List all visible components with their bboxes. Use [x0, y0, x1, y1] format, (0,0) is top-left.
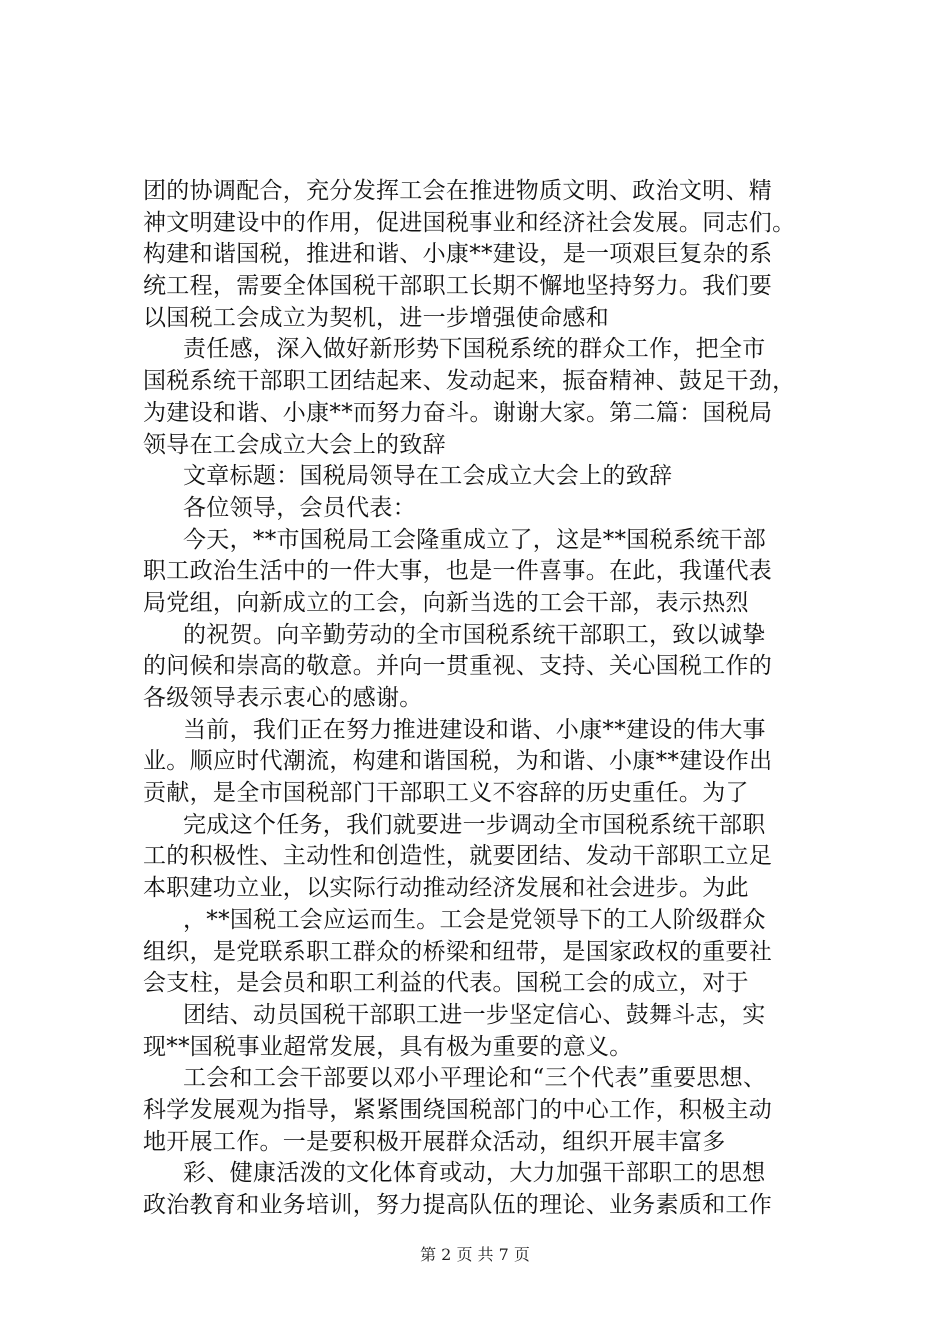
text-line: 统工程，需要全体国税干部职工长期不懈地坚持努力。我们要 — [143, 273, 773, 300]
text-line: 各级领导表示衷心的感谢。 — [143, 685, 423, 711]
text-line: 团结、动员国税干部职工进一步坚定信心、鼓舞斗志，实 — [183, 1001, 766, 1028]
text-line: 的问候和崇高的敬意。并向一贯重视、支持、关心国税工作的 — [143, 653, 773, 680]
text-line: 当前，我们正在努力推进建设和谐、小康**建设的伟大事 — [183, 716, 766, 743]
text-line: 今天，**市国税局工会隆重成立了，这是**国税系统干部 — [183, 526, 767, 553]
text-line: 责任感，深入做好新形势下国税系统的群众工作，把全市 — [183, 336, 766, 363]
text-line: 科学发展观为指导，紧紧围绕国税部门的中心工作，积极主动 — [143, 1096, 773, 1123]
text-line: 本职建功立业，以实际行动推动经济发展和社会进步。为此 — [143, 875, 749, 902]
text-line: 构建和谐国税，推进和谐、小康**建设，是一项艰巨复杂的系 — [143, 241, 773, 268]
text-line: 会支柱，是会员和职工利益的代表。国税工会的成立，对于 — [143, 970, 749, 997]
text-line: 以国税工会成立为契机，进一步增强使命感和 — [143, 304, 609, 331]
text-line: 职工政治生活中的一件大事，也是一件喜事。在此，我谨代表 — [143, 558, 773, 585]
text-line: 各位领导，会员代表： — [183, 494, 416, 521]
text-line: 文章标题：国税局领导在工会成立大会上的致辞 — [183, 463, 673, 490]
text-line: 完成这个任务，我们就要进一步调动全市国税系统干部职 — [183, 811, 766, 838]
text-line: 的祝贺。向辛勤劳动的全市国税系统干部职工，致以诚挚 — [183, 621, 766, 648]
text-line: 贡献，是全市国税部门干部职工义不容辞的历史重任。为了 — [143, 780, 749, 807]
text-line: 神文明建设中的作用，促进国税事业和经济社会发展。同志们。 — [143, 209, 796, 236]
text-line: 团的协调配合，充分发挥工会在推进物质文明、政治文明、精 — [143, 178, 773, 204]
text-line: 国税系统干部职工团结起来、发动起来，振奋精神、鼓足干劲， — [143, 368, 796, 395]
text-line: 工会和工会干部要以邓小平理论和“三个代表”重要思想、 — [183, 1065, 767, 1092]
document-body — [143, 176, 833, 1222]
text-line: 地开展工作。一是要积极开展群众活动，组织开展丰富多 — [143, 1128, 726, 1155]
text-line: ，**国税工会应运而生。工会是党领导下的工人阶级群众 — [183, 906, 766, 933]
text-line: 彩、健康活泼的文化体育或动，大力加强干部职工的思想 — [183, 1160, 766, 1187]
text-line: 领导在工会成立大会上的致辞 — [143, 431, 446, 458]
text-line: 工的积极性、主动性和创造性，就要团结、发动干部职工立足 — [143, 843, 773, 870]
text-line: 政治教育和业务培训，努力提高队伍的理论、业务素质和工作 — [143, 1192, 773, 1218]
text-line: 组织，是党联系职工群众的桥梁和纽带，是国家政权的重要社 — [143, 938, 773, 965]
text-line: 业。顺应时代潮流，构建和谐国税，为和谐、小康**建设作出 — [143, 748, 773, 775]
text-line: 为建设和谐、小康**而努力奋斗。谢谢大家。第二篇：国税局 — [143, 399, 773, 426]
text-line: 现**国税事业超常发展，具有极为重要的意义。 — [143, 1033, 633, 1060]
text-line: 局党组，向新成立的工会，向新当选的工会干部，表示热烈 — [143, 589, 749, 616]
page-footer: 第 2 页 共 7 页 — [420, 1245, 530, 1264]
